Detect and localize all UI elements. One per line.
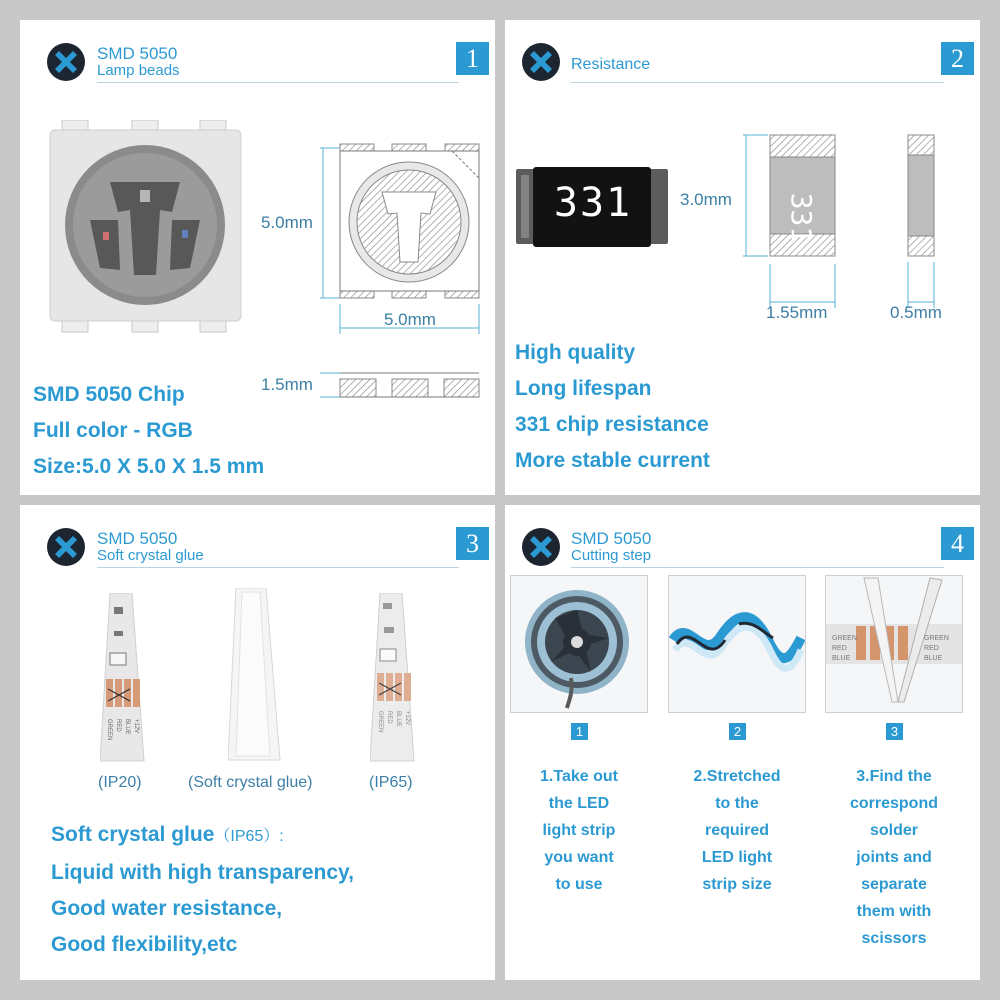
- step-line: you want: [544, 849, 614, 866]
- title-text: SMD 5050: [97, 44, 178, 63]
- panel-title: [97, 45, 180, 79]
- feature-item: Liquid with high transparency,: [51, 861, 354, 884]
- strip-label-voltage: +12V: [404, 711, 410, 726]
- header-divider: [97, 567, 459, 568]
- strip-label-red: RED: [386, 711, 392, 724]
- header-divider: [571, 567, 944, 568]
- step-line: solder: [869, 822, 918, 839]
- step-line: to use: [555, 876, 603, 893]
- step-3-number: 3: [886, 723, 903, 740]
- strip-label-red: RED: [832, 645, 847, 652]
- step-1-photo: [510, 575, 648, 713]
- step-line: LED light: [701, 849, 773, 866]
- strip-label-voltage: +12V: [133, 719, 139, 734]
- step-line: scissors: [861, 930, 927, 947]
- led-reel-icon: [511, 576, 647, 712]
- panel-number-badge: 4: [941, 527, 974, 560]
- step-3-description: [825, 763, 963, 952]
- glue-sleeve-icon: [228, 588, 288, 763]
- strip-label-blue: BLUE: [924, 655, 943, 662]
- step-line: separate: [861, 876, 927, 893]
- feature-item: Good flexibility,etc: [51, 933, 238, 956]
- panel-resistance: [505, 20, 980, 495]
- feature-list: [515, 335, 710, 479]
- step-3-photo: [825, 575, 963, 713]
- panel-number-badge: 3: [456, 527, 489, 560]
- feature-item: High quality: [515, 341, 636, 364]
- step-line: light strip: [542, 822, 616, 839]
- dimension-height: 5.0mm: [261, 213, 313, 232]
- panel-lamp-beads: [20, 20, 495, 495]
- brand-logo-icon: [521, 527, 561, 567]
- panel-number-badge: 2: [941, 42, 974, 75]
- step-2-photo: [668, 575, 806, 713]
- feature-item: 331 chip resistance: [515, 413, 709, 436]
- step-2-description: [668, 763, 806, 898]
- step-1-description: [510, 763, 648, 898]
- step-line: 2.Stretched: [693, 768, 781, 785]
- title-text: SMD 5050: [571, 529, 652, 548]
- subtitle-text: Soft crystal glue: [97, 547, 204, 564]
- feature-item: Size:5.0 X 5.0 X 1.5 mm: [33, 455, 265, 478]
- brand-logo-icon: [46, 527, 86, 567]
- dimension-length: 3.0mm: [680, 190, 732, 209]
- panel-title: Resistance: [571, 56, 651, 73]
- dimension-width: 1.55mm: [766, 303, 828, 322]
- panel-title: [571, 530, 651, 564]
- step-line: the LED: [548, 795, 610, 812]
- strip-label-red: RED: [115, 719, 121, 732]
- strip-label-blue: BLUE: [124, 719, 130, 735]
- step-line: 1.Take out: [540, 768, 618, 785]
- feature-item: Good water resistance,: [51, 897, 283, 920]
- resistor-code-label: 331: [553, 180, 633, 226]
- strip-label-green: GREEN: [832, 635, 857, 642]
- subtitle-text: Lamp beads: [97, 62, 180, 79]
- strip-label-green: GREEN: [106, 719, 112, 741]
- strip-label-green: GREEN: [377, 711, 383, 733]
- strip-label-green: GREEN: [924, 635, 949, 642]
- feature-item: Full color - RGB: [33, 419, 193, 442]
- led-chip-icon: [48, 120, 243, 335]
- title-text: SMD 5050: [97, 529, 178, 548]
- led-strip-wave-icon: [669, 576, 805, 712]
- resistor-code-rotated: 331: [785, 192, 818, 244]
- step-2-number: 2: [729, 723, 746, 740]
- feature-list: [51, 817, 354, 963]
- step-line: them with: [856, 903, 932, 920]
- feature-heading: [51, 817, 354, 855]
- dimension-thickness: 0.5mm: [890, 303, 942, 322]
- step-line: strip size: [702, 876, 772, 893]
- dimension-depth: 1.5mm: [261, 375, 313, 394]
- panel-soft-crystal-glue: [20, 505, 495, 980]
- dimension-width: 5.0mm: [384, 310, 436, 329]
- chip-front-drawing: [312, 138, 487, 338]
- strip-label-blue: BLUE: [395, 711, 401, 727]
- subtitle-text: Cutting step: [571, 547, 652, 564]
- caption-glue: (Soft crystal glue): [188, 774, 313, 791]
- led-strip-icon: [370, 593, 425, 763]
- header-divider: [571, 82, 944, 83]
- step-line: joints and: [856, 849, 932, 866]
- strip-label-red: RED: [924, 645, 939, 652]
- panel-title: [97, 530, 204, 564]
- feature-item: Long lifespan: [515, 377, 652, 400]
- header-divider: [97, 82, 459, 83]
- resistor-side-drawing: [903, 132, 943, 312]
- feature-item: SMD 5050 Chip: [33, 383, 185, 406]
- step-line: to the: [715, 795, 759, 812]
- strip-label-blue: BLUE: [832, 655, 851, 662]
- feature-heading-paren: （IP65）:: [214, 828, 284, 845]
- brand-logo-icon: [46, 42, 86, 82]
- panel-cutting-step: [505, 505, 980, 980]
- caption-ip20: (IP20): [98, 774, 142, 791]
- step-1-number: 1: [571, 723, 588, 740]
- chip-side-drawing: [320, 365, 485, 400]
- brand-logo-icon: [521, 42, 561, 82]
- feature-heading-main: Soft crystal glue: [51, 823, 215, 846]
- caption-ip65: (IP65): [369, 774, 413, 791]
- led-strip-icon: [100, 593, 155, 763]
- scissors-icon: [826, 576, 962, 712]
- step-line: required: [704, 822, 769, 839]
- step-line: 3.Find the: [856, 768, 932, 785]
- step-line: correspond: [849, 795, 938, 812]
- feature-item: More stable current: [515, 449, 710, 472]
- panel-number-badge: 1: [456, 42, 489, 75]
- feature-list: [33, 377, 264, 485]
